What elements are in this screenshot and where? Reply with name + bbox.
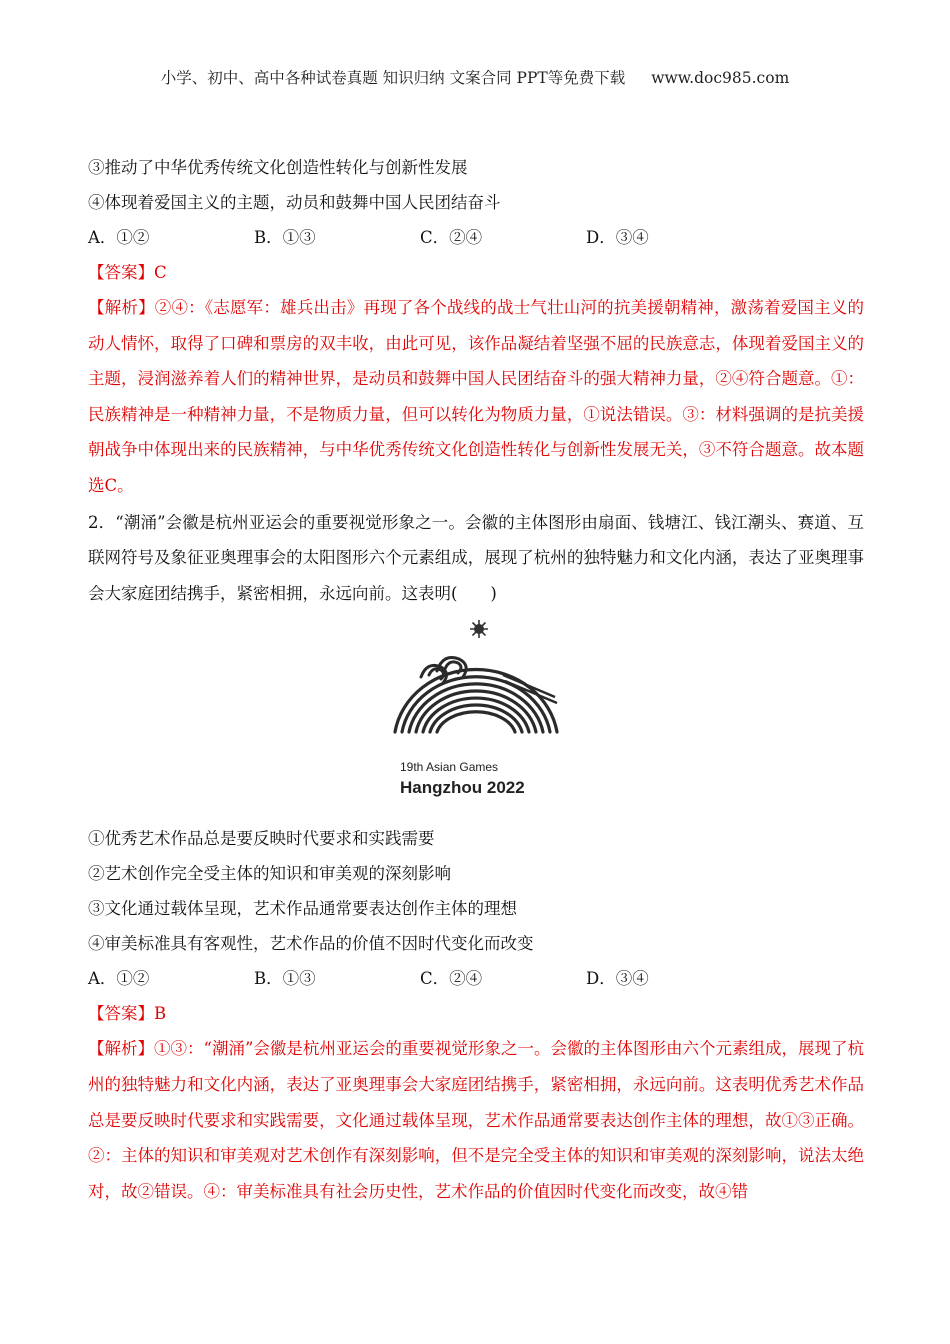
- sun-icon: [470, 620, 488, 638]
- q2-item-3: ③文化通过载体呈现，艺术作品通常要表达创作主体的理想: [88, 899, 517, 919]
- document-body: [88, 150, 864, 1209]
- q1-option-a: A．①②: [88, 228, 150, 247]
- q1-analysis: 【解析】②④：《志愿军：雄兵出击》再现了各个战线的战士气壮山河的抗美援朝精神，激荡着爱国主义的动人情怀，取得了口碑和票房的双丰收，由此可见，该作品凝结着坚强不屈的民族意志，体现着爱国主义的主题，浸润滋养着人们的精神世界，是动员和鼓舞中国人民团结奋斗的强大精神力量，②④符合题意。①：民族精神是一种精神力量，不是物质力量，但可以转化为物质力量，①说法错误。③：材料强调的是抗美援朝战争中体现出来的民族精神，与中华优秀传统文化创造性转化与创新性发展无关，③不符合题意。故本题选C。: [88, 298, 864, 495]
- q2-stem: 2．“潮涌”会徽是杭州亚运会的重要视觉形象之一。会徽的主体图形由扇面、钱塘江、钱江潮头、赛道、互联网符号及象征亚奥理事会的太阳图形六个元素组成，展现了杭州的独特魅力和文化内涵，表达了亚奥理事会大家庭团结携手，紧密相拥，永远向前。这表明( ): [88, 512, 864, 603]
- q2-option-d: D．③④: [586, 969, 649, 989]
- q1-option-c: C．②④: [420, 228, 483, 247]
- q1-item-4: ④体现着爱国主义的主题，动员和鼓舞中国人民团结奋斗: [88, 193, 501, 212]
- q2-item-1: ①优秀艺术作品总是要反映时代要求和实践需要: [88, 829, 435, 849]
- header-site: www.doc985.com: [651, 69, 790, 87]
- q2-item-4: ④审美标准具有客观性，艺术作品的价值不因时代变化而改变: [88, 934, 534, 954]
- fan-waves-icon: [395, 670, 557, 732]
- logo-line-2: Hangzhou 2022: [400, 778, 525, 798]
- q1-item-3: ③推动了中华优秀传统文化创造性转化与创新性发展: [88, 158, 468, 177]
- q1-option-d: D．③④: [586, 228, 649, 247]
- q2-options: [88, 961, 864, 996]
- q2-analysis: 【解析】①③：“潮涌”会徽是杭州亚运会的重要视觉形象之一。会徽的主体图形由六个元素组成，展现了杭州的独特魅力和文化内涵，表达了亚奥理事会大家庭团结携手，紧密相拥，永远向前。这表明优秀艺术作品总是要反映时代要求和实践需要，文化通过载体呈现，艺术作品通常要表达创作主体的理想，故①③正确。②：主体的知识和审美观对艺术创作有深刻影响，但不是完全受主体的知识和审美观的深刻影响，说法太绝对，故②错误。④：审美标准具有社会历史性，艺术作品的价值因时代变化而改变，故④错: [88, 1039, 864, 1201]
- q1-option-b: B．①③: [254, 228, 316, 247]
- q1-answer: 【答案】C: [88, 263, 167, 282]
- q2-item-2: ②艺术创作完全受主体的知识和审美观的深刻影响: [88, 864, 451, 884]
- header-text: 小学、初中、高中各种试卷真题 知识归纳 文案合同 PPT等免费下载: [160, 69, 626, 87]
- q2-option-b: B．①③: [254, 969, 316, 989]
- q2-answer: 【答案】B: [88, 1004, 167, 1024]
- asian-games-logo: [88, 611, 864, 821]
- q2-option-c: C．②④: [420, 969, 483, 989]
- q2-option-a: A．①②: [88, 969, 150, 989]
- logo-line-1: 19th Asian Games: [400, 760, 499, 775]
- page-header: [0, 66, 950, 88]
- hangzhou-logo-icon: [385, 617, 567, 813]
- q1-options: [88, 220, 864, 255]
